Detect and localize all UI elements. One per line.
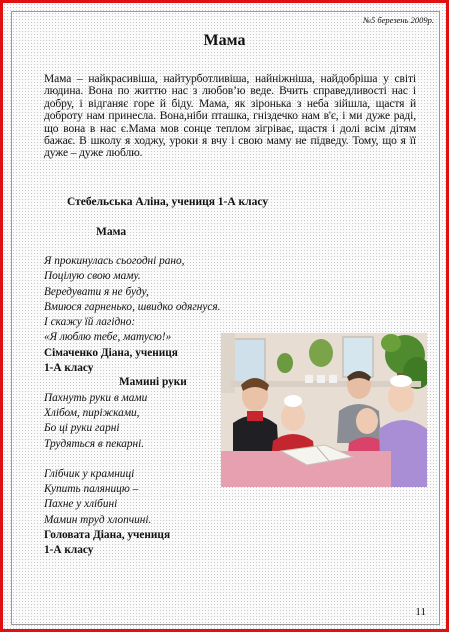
children-class-photo <box>221 333 427 487</box>
poem-line: Пахне у хлібині <box>44 498 118 511</box>
poem-line: Хлібом, пиріжками, <box>44 407 140 420</box>
page-title: Мама <box>203 32 246 49</box>
poem-line: Мамин труд хлопчині. <box>44 513 152 526</box>
author-class: 1-А класу <box>44 544 94 557</box>
poem-title-mama: Мама <box>96 226 127 238</box>
poem-line: Глібчик у крамниці <box>44 468 135 480</box>
essay-paragraph: Мама – найкрасивіша, найтурботливіша, найніжніша, найдобріша у світі людина. Вона по життю нас з любов’ю веде. Вчить справедливості нас і добру, і відганяє горе й біду. Мама, як зіронька з неба зійшла, щастя й доброту нам принесла. Вона,ніби пташка, гніздечко нам в'є, і ми дуже раді, що вона в нас є.Мама мов сонце теплом зігріває, щастя і долі всім дітям бажає. В школу я ходжу, уроки я вчу і свою маму не підведу. Тому, що я її дуже – дуже люблю. <box>44 73 416 160</box>
poem-line: Купить паляницю – <box>44 483 139 496</box>
poem-line: Вмиюся гарненько, швидко одягнуся. <box>44 300 221 313</box>
poem-line: Пахнуть руки в мами <box>44 392 148 404</box>
poem-line: Бо ці руки гарні <box>44 422 120 435</box>
poem-title-mamyni-ruky: Мамині руки <box>119 376 187 388</box>
poem-line: Я прокинулась сьогодні рано, <box>44 255 185 267</box>
poem-line: Вередувати я не буду, <box>44 285 149 298</box>
poem-mama <box>44 254 220 346</box>
poem-line: Поцілую свою маму. <box>44 270 141 283</box>
author-stebelska: Стебельська Аліна, учениця 1-А класу <box>67 196 269 208</box>
page-number: 11 <box>415 606 426 618</box>
poem-mamyni-ruky-stanza-2 <box>44 467 151 528</box>
poem-line: І скажу їй лагідно: <box>44 316 136 329</box>
poem-mamyni-ruky-stanza-1 <box>44 391 147 452</box>
photo-illustration <box>221 333 427 487</box>
author-name: Головата Діана, учениця <box>44 529 171 541</box>
poem-line: Трудяться в пекарні. <box>44 437 145 450</box>
author-name: Сімаченко Діана, учениця <box>44 347 178 359</box>
poem-line: «Я люблю тебе, матусю!» <box>44 331 172 344</box>
author-simachenko <box>44 346 178 377</box>
issue-date: №5 березень 2009р. <box>362 15 434 25</box>
author-class: 1-А класу <box>44 362 94 375</box>
author-holovata <box>44 528 170 559</box>
